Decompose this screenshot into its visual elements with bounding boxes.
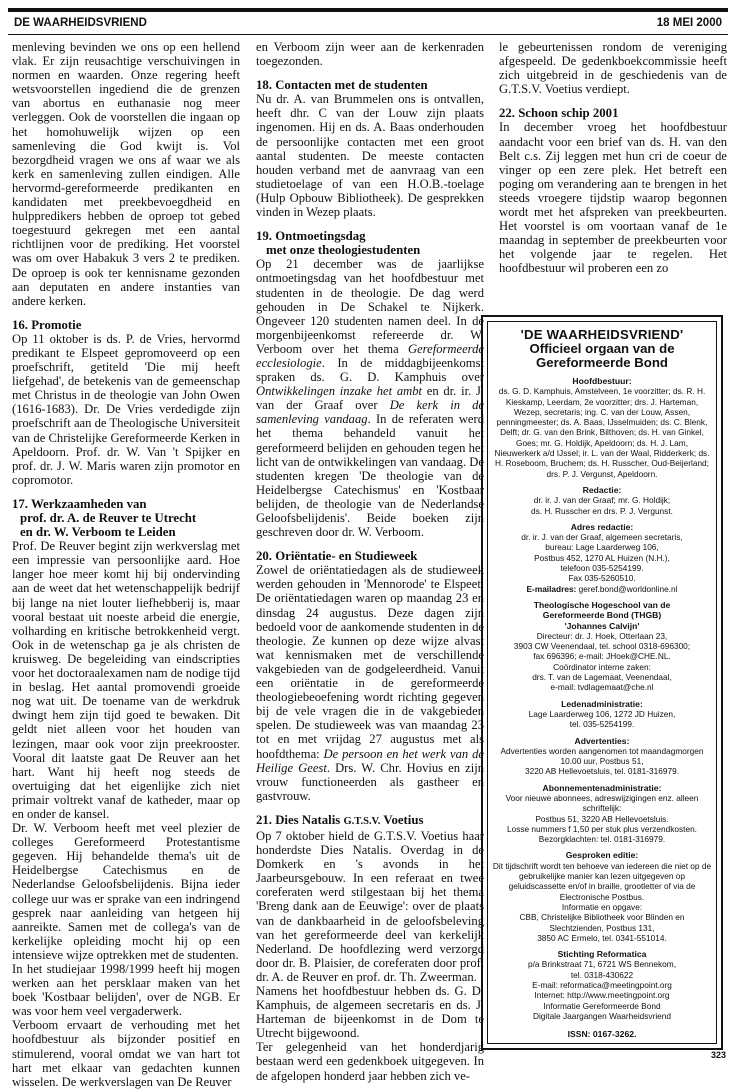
section-heading-18: 18. Contacten met de studenten — [256, 78, 428, 93]
heading-line: 'Johannes Calvijn' — [564, 620, 640, 631]
colophon-heading: Stichting Reformatica — [557, 949, 647, 960]
paragraph — [256, 563, 484, 803]
colophon-line: telefoon 035-5254199. — [560, 563, 644, 574]
colophon-line: drs. T. van de Lagemaat, Veenendaal, — [532, 672, 672, 683]
colophon-line: tel. 0318-430622 — [570, 969, 634, 980]
text-run: . In de middagbijeenkomst spraken ds. G. D. Kamphuis over — [256, 355, 484, 385]
colophon-line: Advertenties worden aangenomen tot maandagmorgen 10.00 uur, Postbus 51, — [500, 745, 704, 767]
column-1 — [12, 40, 240, 1089]
colophon-heading: Hoofdbestuur: — [572, 376, 632, 386]
colophon-line: CBB, Christelijke Bibliotheek voor Blinden en Slechtzienden, Postbus 131, — [519, 912, 685, 933]
section-heading-20: 20. Oriëntatie- en Studieweek — [256, 549, 418, 564]
heading-line: 19. Ontmoetingsdag — [256, 229, 366, 244]
colophon-title: 'DE WAARHEIDSVRIEND' — [520, 327, 684, 342]
text-run: . In de referaten werd het thema behandeld vanuit het gereformeerd belijden en gehouden tegen het licht van de ontwikkelingen van vandaag. De studenten kregen 'De theologie van de Heidelbergse Catechismus' en 'Kostbaar belijden, de theologie van de Nederlandse Geloofsbelijdenis'. Beide boeken zijn geschreven door dr. W. Verboom. — [256, 412, 484, 540]
paragraph — [256, 257, 484, 539]
paragraph: le gebeurtenissen rondom de vereniging afgespeeld. De gedenkboekcommissie heeft zich uitgebreid in de geschiedenis van de G.T.S.V. Voetius verdiept. — [499, 40, 727, 97]
colophon-heading: Ledenadministratie: — [561, 698, 643, 709]
colophon-label: E-mailadres: — [526, 583, 577, 594]
paragraph: Verboom ervaart de verhouding met het hoofdbestuur als bijzonder positief en stimulerend, vooral omdat we van hart tot hart met elkaar van gedachten kunnen wisselen. De werkverslagen van De Reuver — [12, 1018, 240, 1089]
colophon-line: 3220 AB Hellevoetsluis, tel. 0181-316979. — [524, 766, 680, 777]
email-address: geref.bond@worldonline.nl — [576, 583, 678, 594]
paragraph: Op 11 oktober is ds. P. de Vries, hervormd predikant te Elspeet gepromoveerd op een proefschrift, getiteld 'Die mij heeft liefgehad', de betekenis van de gemeenschap met Christus in de theologie van John Owen (1616-1683). Dr. De Vries verdedigde zijn proefschrift aan de Theologische Universiteit van de Christelijke Gereformeerde Kerken in Apeldoorn. Prof. dr. W. Van 't Spijker en prof. dr. J. W. Maris waren zijn promotor en copromotor. — [12, 331, 240, 487]
heading-text: Voetius — [383, 812, 424, 827]
heading-line: 17. Werkzaamheden van — [12, 496, 147, 511]
paragraph: Nu dr. A. van Brummelen ons is ontvallen, heeft dhr. C van der Louw zijn plaats ingenomen. Hij en ds. A. Baas onderhouden de persoonlijke contacten met een groot aantal studenten. De meeste contacten houden verband met de aanvraag van een studietoelage of van een H.O.B.-toelage (Hulp Opbouw Bibliotheek). De gesprekken vinden in Wezep plaats. — [256, 92, 484, 220]
italic-title: Ontwikkelingen inzake het ambt — [256, 384, 423, 399]
running-header — [8, 8, 728, 35]
colophon-line: Voor nieuwe abonnees, adreswijzigingen enz. alleen schriftelijk: — [505, 792, 699, 814]
colophon-heading: Gesproken editie: — [565, 850, 639, 861]
paragraph: In het studiejaar 1998/1999 heeft hij mogen werken aan het persklaar maken van het boek 'Kostbaar belijden', over de NGB. Er was voor hem veel vergaderwerk. — [12, 962, 240, 1019]
section-heading-17 — [12, 497, 240, 539]
colophon-line: Digitale Jaargangen Waarheidsvriend — [532, 1010, 672, 1021]
colophon-line: Postbus 51, 3220 AB Hellevoetsluis. — [535, 813, 669, 824]
colophon-line: Lage Laarderweg 106, 1272 JD Huizen, — [528, 708, 676, 719]
colophon-line: 3903 CW Veenendaal, tel. school 0318-696300; — [513, 641, 691, 652]
colophon-line: Internet: http://www.meetingpoint.org — [534, 990, 670, 1001]
colophon-line: Informatie Gereformeerde Bond — [543, 1000, 661, 1011]
page-number: 323 — [710, 1050, 726, 1060]
colophon-line — [492, 584, 712, 594]
italic-title: De persoon en het werk van de Heilige Geest — [256, 746, 484, 775]
colophon-heading: Adres redactie: — [570, 521, 634, 532]
heading-text: 21. Dies Natalis — [256, 812, 341, 827]
paragraph: In december vroeg het hoofdbestuur aandacht voor een brief van ds. H. van den Belt c.s. Zij leggen met hun cri de coeur de vinger op een zere plek. Het betreft een poging om verandering aan te brengen in het steeds vroegere tijdstip waarop begonnen wordt met het afspreken van preekbeurten. Het voorstel is om voortaan vanaf de 1e maandag in september de preekbeurten voor het volgende jaar te regelen. Het hoofdbestuur wil proberen een zo — [499, 120, 727, 276]
heading-line: Theologische Hogeschool van de — [533, 599, 671, 610]
colophon-line: Losse nummers f 1,50 per stuk plus verzendkosten. Bezorgklachten: tel. 0181-316979. — [506, 823, 697, 845]
colophon-heading — [492, 600, 712, 631]
paragraph: Prof. De Reuver begint zijn werkverslag met een impressie van persoonlijke aard. Hoe langer hoe meer komt hij bij ondervinding aan de weet dat het wetenschappelijk bedrijf bij lange na niet louter liefhebberij is, maar vooral bestaat uit noeste arbeid die energie, volharding en kritische betrokkenheid vergt. Ook in de wetenschap ga je als christen de kruisweg. De begeleiding van eindscripties voor het doctoraalexamen nam de nodige tijd in beslag. Het aantal promovendi groeide nog wat uit. De toename van de werkdruk dwingt hem zijn tijd goed te bewaken. Dit geldt niet alleen voor het houden van lezingen, maar ook voor zijn preekrooster. Vooral dit laatste gaat De Reuver aan het hart. Want hij heeft nog steeds de overtuiging dat het eigenlijke zich niet primair voltrekt vanaf de katheder, maar op en onder de kansel. — [12, 539, 241, 821]
colophon-line: Dit tijdschrift wordt ten behoeve van iedereen die niet op de gebruikelijke manier kan lezen uitgegeven op geluidscassette en/of in braille, grootletter of via de Electronische Postbus. — [492, 860, 712, 902]
publication-name: DE WAARHEIDSVRIEND — [14, 17, 147, 29]
heading-smallcaps: G.T.S.V. — [343, 815, 381, 827]
heading-line: met onze theologiestudenten — [266, 243, 421, 258]
italic-title: De kerk in de samenleving vandaag — [256, 398, 485, 427]
paragraph: Namens het hoofdbestuur hebben ds. G. D. Kamphuis, de algemeen secretaris en ds. J. Harteman de bijeenkomst in de Dom te Utrecht bijgewoond. — [256, 984, 484, 1041]
paragraph: Dr. W. Verboom heeft met veel plezier de colleges Gereformeerd Protestantisme gegeven. Hij behandelde thema's uit de Heidelbergse Catechismus en de Nederlandse Geloofsbelijdenis. Bijna ieder college uur was er sprake van een indringend gesprek naar aanleiding van hetgeen hij aanreikte. Samen met de collega's van de kerkelijke opleiding mocht hij op een intensieve wijze optrekken met de studenten. — [12, 821, 240, 962]
colophon-heading: Abonnementenadministratie: — [542, 782, 662, 793]
paragraph: Op 7 oktober hield de G.T.S.V. Voetius haar honderdste Dies Natalis. Overdag in de Domkerk en 's avonds in het Jaarbeursgebouw. In een referaat en twee coreferaten werd stilgestaan bij het thema 'Breng dank aan de Eeuwige': over de plaats van de dankbaarheid in de geloofsbeleving van het gereformeerde deel van kerkelijk Nederland. De hoofdlezing werd verzorgd door dr. B. Plaisier, de coreferaten door prof. dr. A. de Reuver en prof. dr. Th. Zweerman. — [256, 828, 484, 984]
paragraph: menleving bevinden we ons op een hellend vlak. Er zijn reusachtige verschuivingen in normen en waarden. Onze regering heeft wetsvoorstellen ingediend die de grenzen van abortus en euthanasie nog meer verleggen. Ook de voorstellen die ingaan op het homohuwelijk wijzen op een samenleving die God kwijt is. Vol bezorgdheid vragen we ons af waar we als kerk en samenleving zullen eindigen. Alle hervormd-gereformeerde predikanten en kandidaten met preekbevoegdheid en hulppredikers hebben de oproep tot gebed toegestuurd gekregen met een aantal richtlijnen voor de prediking. Het voorstel was om over Habakuk 3 vers 2 te prediken. De oproep is ook ter kennisname gezonden aan deputaten en andere instanties van andere kerken. — [12, 40, 240, 308]
colophon-line: dr. ir. J. van der Graaf, algemeen secretaris, — [521, 532, 683, 543]
text-run: en dr. ir. J. van der Graaf over — [256, 384, 485, 413]
issue-date: 18 MEI 2000 — [656, 17, 722, 29]
text-run: . Drs. W. Chr. Hovius en zijn vrouw functioneerden als gastheer en gastvrouw. — [256, 760, 485, 803]
italic-title: Gereformeerde ecclesiologie — [256, 341, 484, 370]
colophon-line: ds. H. Russcher en drs. P. J. Vergunst. — [531, 505, 673, 516]
colophon-line: E-mail: reformatica@meetingpoint.org — [532, 980, 672, 991]
colophon-line: Directeur: dr. J. Hoek, Otterlaan 23, — [536, 630, 668, 641]
colophon-line: dr. ir. J. van der Graaf; mr. G. Holdijk; — [533, 495, 671, 506]
colophon-line: Fax 035-5260510. — [568, 573, 636, 584]
heading-line: en dr. W. Verboom te Leiden — [20, 525, 176, 540]
colophon-text: ds. G. D. Kamphuis, Amstelveen, 1e voorzitter; ds. R. H. Kieskamp, Leerdam, 2e voorzitter; drs. J. Harteman, Wezep, secretaris; ing. C. van der Louw, Assen, penningmeester; ds. A. Baas, IJsselmuiden; ds. C. Blenk, Delft; dr. G. van den Brink, Bilthoven; ds. H. van Ginkel, Goes; mr. G. Holdijk, Apeldoorn; ds. H. J. Lam, Nieuwerkerk a/d IJssel; ir. L. van der Waal, Ridderkerk; ds. H. Roseboom, Bruchem; ds. H. Russcher, Oud-Beijerland; drs. P. J. Vergunst, Apeldoorn. — [494, 386, 710, 479]
section-heading-22: 22. Schoon schip 2001 — [499, 106, 619, 121]
colophon-heading: Redactie: — [582, 484, 622, 495]
colophon-line: p/a Brinkstraat 71, 6721 WS Bennekom, — [527, 959, 677, 970]
colophon-line: Postbus 452, 1270 AL Huizen (N.H.), — [534, 552, 670, 563]
colophon-line: tel. 035-5254199. — [569, 719, 635, 730]
colophon-heading: Advertenties: — [574, 735, 630, 746]
colophon-box — [481, 315, 723, 1050]
colophon-subtitle: Gereformeerde Bond — [536, 355, 668, 370]
heading-line: Gereformeerde Bond (THGB) — [542, 610, 662, 621]
section-heading-16: 16. Promotie — [12, 317, 82, 332]
colophon-line: Informatie en opgave: — [561, 901, 643, 912]
colophon-line: fax 696396; e-mail: JHoek@CHE.NL. — [533, 651, 671, 662]
colophon-line: Coördinator interne zaken: — [553, 661, 651, 672]
text-run: Zowel de oriëntatiedagen als de studieweek werden gehouden in 'Mennorode' te Elspeet. De oriëntatiedagen waren op maandag 23 en dinsdag 24 augustus. Deze dagen zijn bedoeld voor de aankomende studenten in de theologie. Ze kunnen op deze wijze alvast wat kennismaken met de verschillende vakgebieden van de godgeleerdheid. Vanuit een oriëntatie in de gereformeerde theologiebeoefening wordt richting gegeven bij de vele vragen die in de vakgebieden spelen. De studieweek was van maandag 23 tot en met vrijdag 27 augustus met als hoofdthema: — [256, 563, 484, 761]
text-run: Op 21 december was de jaarlijkse ontmoetingsdag van het hoofdbestuur met studenten in de theologie. De dag werd gehouden in De Schakel te Nijkerk. Ongeveer 120 studenten namen deel. In de morgenbijeenkomst refereerde dr. W. Verboom over het thema — [256, 257, 484, 356]
section-heading-19 — [256, 229, 484, 257]
paragraph: Ter gelegenheid van het honderdjarig bestaan werd een gedenkboek uitgegeven. In de afgelopen honderd jaar hebben zich ve- — [256, 1040, 484, 1083]
issn: ISSN: 0167-3262. — [567, 1029, 637, 1040]
heading-line: prof. dr. A. de Reuver te Utrecht — [20, 511, 197, 525]
colophon-subtitle: Officieel orgaan van de — [529, 341, 675, 356]
column-2 — [256, 40, 484, 1083]
column-3 — [499, 40, 727, 276]
colophon-line: e-mail: tvdlagemaat@che.nl — [550, 682, 654, 693]
colophon-inner — [487, 321, 717, 1044]
section-heading-21 — [256, 813, 484, 829]
colophon-line: bureau: Lage Laarderweg 106, — [545, 542, 659, 553]
paragraph: en Verboom zijn weer aan de kerkenraden toegezonden. — [256, 40, 484, 69]
colophon-line: 3850 AC Ermelo, tel. 0341-551014. — [537, 932, 667, 943]
